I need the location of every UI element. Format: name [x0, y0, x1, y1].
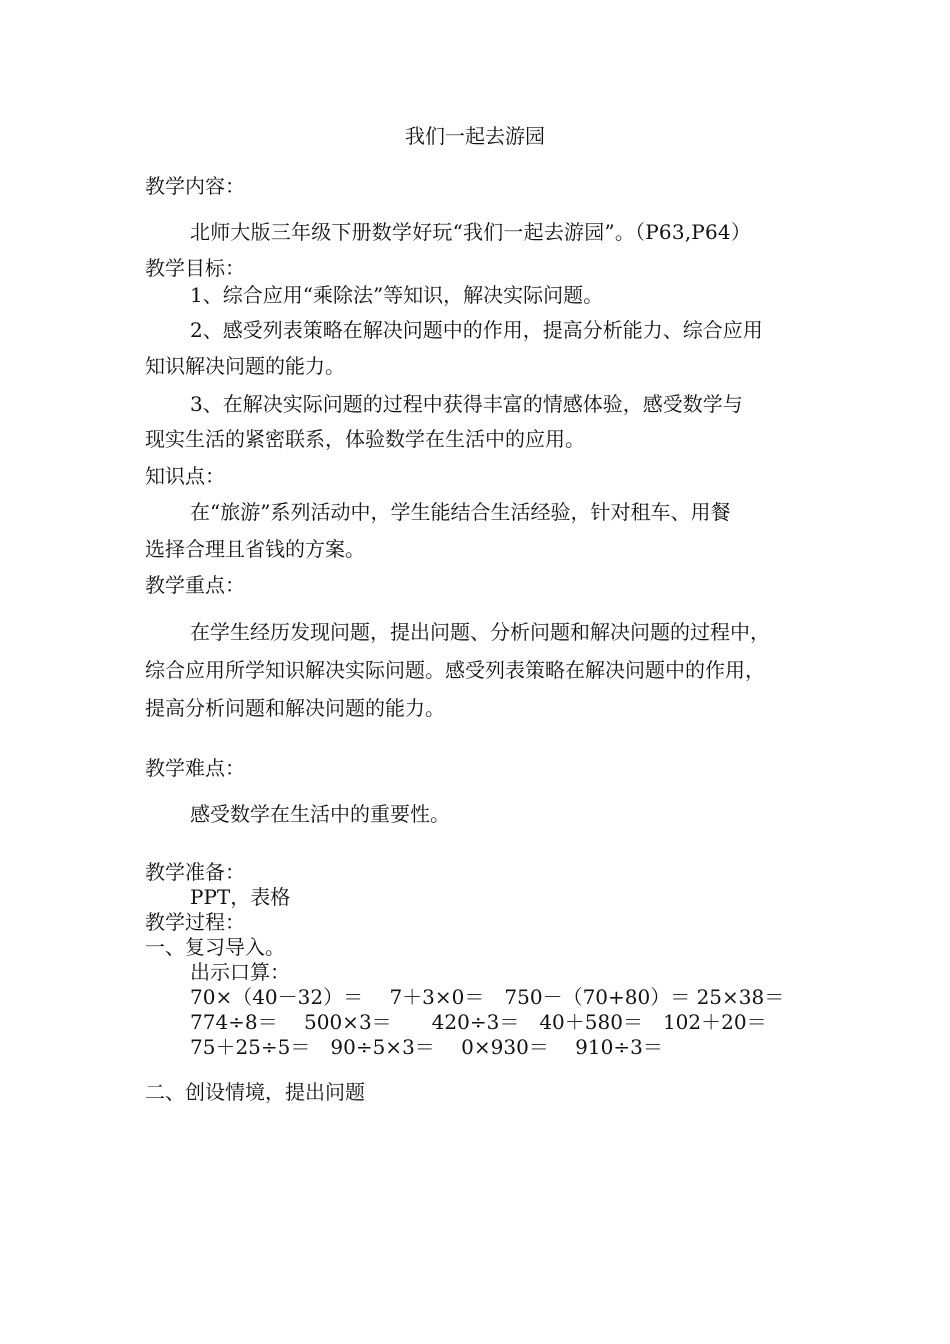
- goal-3-line-1: 3、在解决实际问题的过程中获得丰富的情感体验，感受数学与: [190, 392, 743, 416]
- goal-2-line-1: 2、感受列表策略在解决问题中的作用，提高分析能力、综合应用: [190, 318, 763, 342]
- math-row-2: 774÷8＝ 500×3＝ 420÷3＝ 40＋580＝ 102＋20＝: [190, 1010, 767, 1034]
- math-row-1: 70×（40－32）＝ 7＋3×0＝ 750－（70+80）＝ 25×38＝: [190, 985, 785, 1009]
- preparation-heading: 教学准备：: [145, 860, 245, 884]
- goal-1: 1、综合应用“乘除法”等知识，解决实际问题。: [190, 283, 604, 307]
- process-heading: 教学过程：: [145, 910, 245, 934]
- key-points-heading: 教学重点：: [145, 573, 245, 597]
- goal-3-line-2: 现实生活的紧密联系，体验数学在生活中的应用。: [145, 427, 585, 451]
- key-points-line-3: 提高分析问题和解决问题的能力。: [145, 696, 445, 720]
- key-points-line-2: 综合应用所学知识解决实际问题。感受列表策略在解决问题中的作用，: [145, 658, 765, 682]
- knowledge-line-2: 选择合理且省钱的方案。: [145, 537, 365, 561]
- difficulty-heading: 教学难点：: [145, 756, 245, 780]
- preparation-text: PPT，表格: [190, 885, 291, 909]
- mental-math-label: 出示口算：: [190, 960, 290, 984]
- document-title: 我们一起去游园: [405, 124, 545, 148]
- content-text: 北师大版三年级下册数学好玩“我们一起去游园”。（P63,P64）: [190, 220, 752, 244]
- knowledge-line-1: 在“旅游”系列活动中，学生能结合生活经验，针对租车、用餐: [190, 500, 731, 524]
- key-points-line-1: 在学生经历发现问题，提出问题、分析问题和解决问题的过程中，: [190, 620, 770, 644]
- difficulty-text: 感受数学在生活中的重要性。: [190, 802, 450, 826]
- goal-2-line-2: 知识解决问题的能力。: [145, 354, 345, 378]
- math-row-3: 75＋25÷5＝ 90÷5×3＝ 0×930＝ 910÷3＝: [190, 1035, 663, 1059]
- knowledge-heading: 知识点：: [145, 464, 225, 488]
- step-2-heading: 二、创设情境，提出问题: [145, 1080, 365, 1104]
- step-1-heading: 一、复习导入。: [145, 935, 285, 959]
- goals-heading: 教学目标：: [145, 256, 245, 280]
- content-heading: 教学内容：: [145, 174, 245, 198]
